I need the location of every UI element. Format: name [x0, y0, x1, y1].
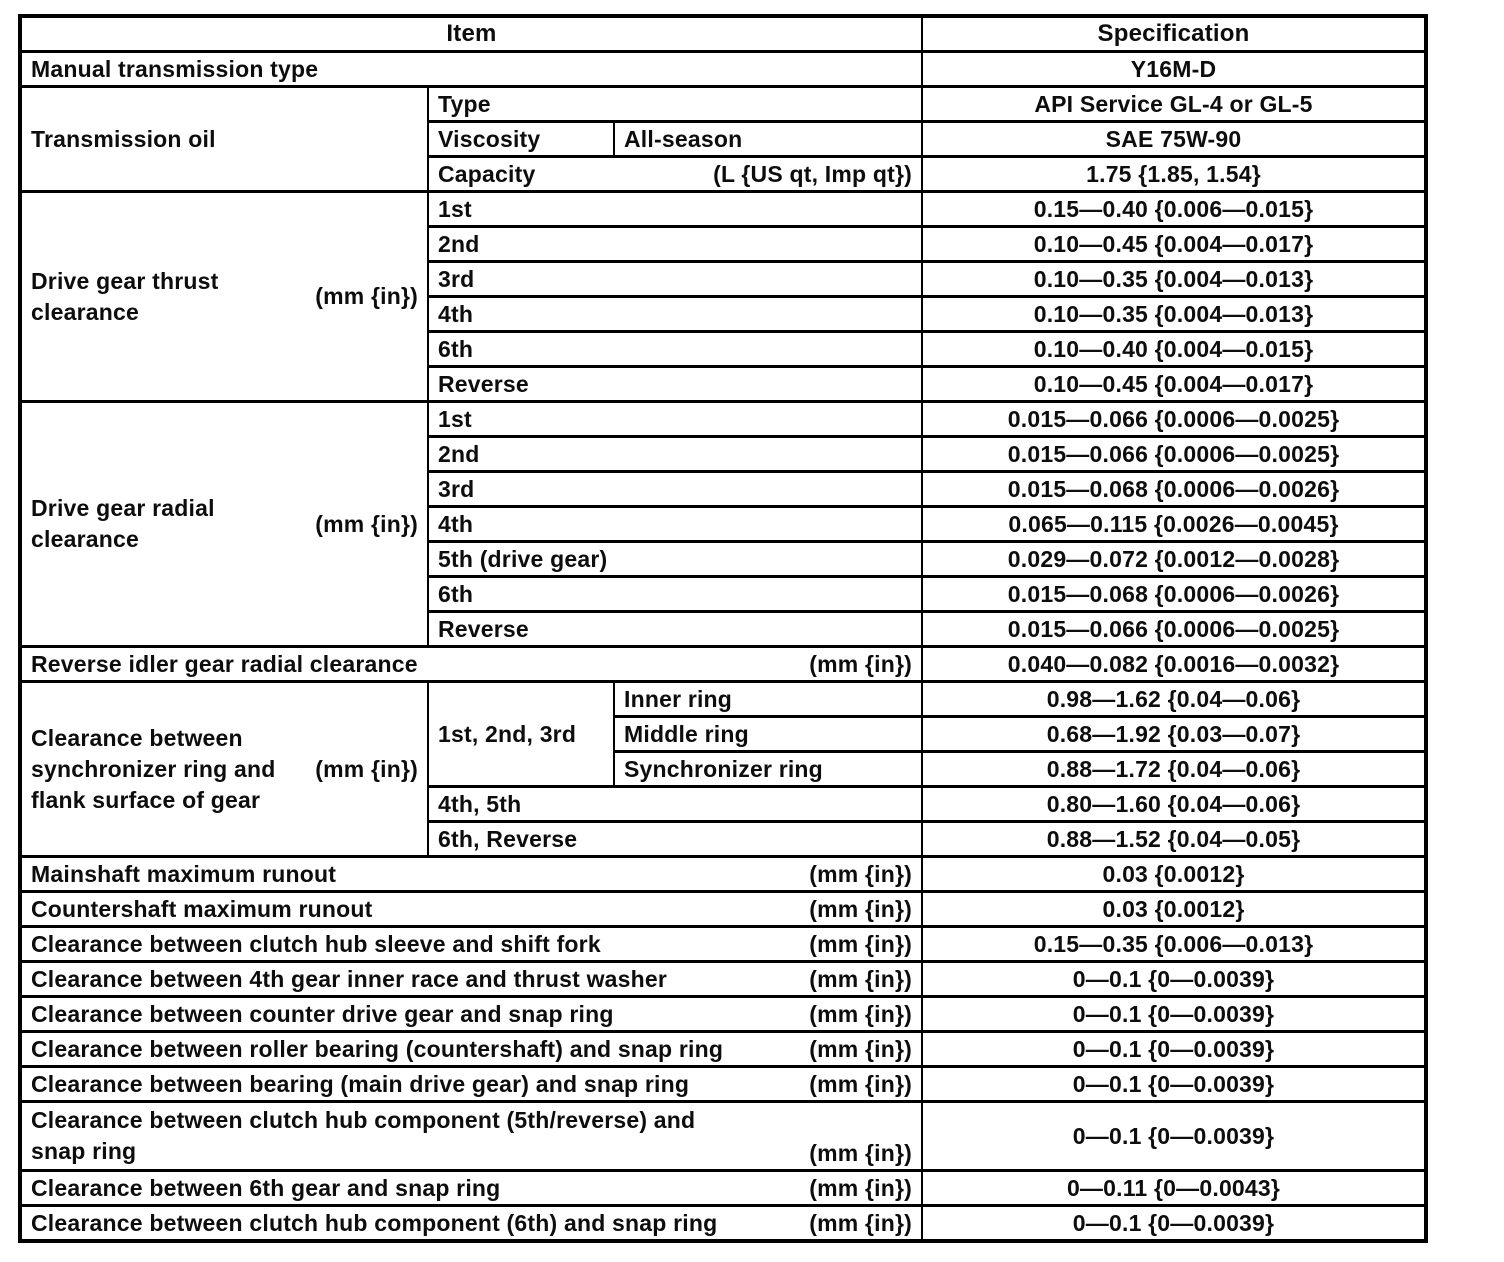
item-label: 3rd — [438, 265, 475, 292]
unit-label: (mm {in}) — [809, 1209, 912, 1236]
item-label: 6th, Reverse — [438, 825, 578, 852]
spec-value: 0.80—1.60 {0.04—0.06} — [1046, 790, 1301, 817]
unit-label: (mm {in}) — [809, 1140, 912, 1166]
item-label: Clearance between counter drive gear and snap ring — [31, 1000, 614, 1027]
item-label-line: clearance — [31, 298, 139, 325]
item-label-line: Drive gear radial — [31, 495, 215, 521]
table-row — [20, 1171, 1426, 1206]
item-label: 4th, 5th — [438, 790, 522, 817]
item-label-cell — [428, 507, 922, 542]
column-header-label: Specification — [1097, 20, 1250, 47]
item-label: 6th — [438, 335, 474, 362]
item-label: Reverse — [438, 615, 529, 642]
item-label: Middle ring — [624, 720, 749, 747]
item-label-cell — [428, 822, 922, 857]
spec-value-cell — [922, 1102, 1426, 1171]
spec-value: 0—0.1 {0—0.0039} — [1072, 965, 1275, 992]
label-with-unit — [31, 966, 912, 993]
item-label-cell — [20, 927, 922, 962]
item-label: Manual transmission type — [31, 55, 319, 82]
unit-label: (mm {in}) — [809, 860, 912, 887]
spec-value: 0.15—0.35 {0.006—0.013} — [1033, 930, 1314, 957]
spec-value: 0.88—1.72 {0.04—0.06} — [1046, 755, 1301, 782]
item-label-cell — [20, 682, 428, 857]
item-label-line: Clearance between — [31, 724, 243, 751]
spec-value: 0—0.1 {0—0.0039} — [1072, 1070, 1275, 1097]
spec-value: 0—0.1 {0—0.0039} — [1072, 1122, 1275, 1149]
table-row — [20, 892, 1426, 927]
column-header-cell — [922, 16, 1426, 52]
spec-value: 0.10—0.45 {0.004—0.017} — [1033, 230, 1314, 257]
item-label-cell — [20, 892, 922, 927]
spec-value: 0.10—0.35 {0.004—0.013} — [1033, 265, 1314, 292]
item-label-line: Clearance between clutch hub component (5th/reverse) and — [31, 1107, 696, 1133]
item-label — [31, 493, 215, 555]
spec-value-cell — [922, 507, 1426, 542]
spec-value: 0—0.1 {0—0.0039} — [1072, 1035, 1275, 1062]
item-label-cell — [20, 1206, 922, 1242]
label-with-unit — [31, 1175, 912, 1202]
spec-value-cell — [922, 927, 1426, 962]
unit-label: (mm {in}) — [809, 650, 912, 677]
label-with-unit — [31, 1001, 912, 1028]
spec-value: 0.88—1.52 {0.04—0.05} — [1046, 825, 1301, 852]
item-label: Capacity — [438, 160, 536, 187]
unit-label: (mm {in}) — [809, 965, 912, 992]
item-label-cell — [428, 367, 922, 402]
spec-value: 0.015—0.066 {0.0006—0.0025} — [1007, 440, 1340, 467]
item-label-cell — [428, 542, 922, 577]
spec-value: 0.03 {0.0012} — [1102, 860, 1245, 887]
item-label-cell — [20, 1032, 922, 1067]
spec-table-body — [20, 16, 1426, 1241]
item-label-cell — [20, 647, 922, 682]
item-label-cell — [428, 192, 922, 227]
spec-value-cell — [922, 437, 1426, 472]
spec-value-cell — [922, 647, 1426, 682]
label-with-unit — [31, 1036, 912, 1063]
item-label-cell — [428, 787, 922, 822]
spec-value-cell — [922, 87, 1426, 122]
item-label-cell — [20, 87, 428, 192]
item-label: Reverse idler gear radial clearance — [31, 650, 418, 677]
item-label-cell — [428, 332, 922, 367]
spec-value-cell — [922, 542, 1426, 577]
item-label: Clearance between bearing (main drive gear) and snap ring — [31, 1070, 690, 1097]
label-with-unit — [31, 896, 912, 923]
item-label-cell — [428, 87, 922, 122]
spec-value: 0.15—0.40 {0.006—0.015} — [1033, 195, 1314, 222]
spec-value-cell — [922, 122, 1426, 157]
table-row — [20, 402, 1426, 437]
table-row — [20, 1102, 1426, 1171]
item-label-cell — [428, 682, 614, 787]
spec-value-cell — [922, 577, 1426, 612]
spec-value-cell — [922, 1171, 1426, 1206]
label-with-unit — [31, 651, 912, 678]
table-row — [20, 87, 1426, 122]
label-with-unit — [31, 931, 912, 958]
spec-value-cell — [922, 332, 1426, 367]
unit-label: (mm {in}) — [809, 1174, 912, 1201]
spec-value: 0.015—0.066 {0.0006—0.0025} — [1007, 405, 1340, 432]
table-row — [20, 1032, 1426, 1067]
item-label-cell — [428, 612, 922, 647]
item-label-cell — [428, 297, 922, 332]
spec-value-cell — [922, 52, 1426, 87]
spec-value: 0.029—0.072 {0.0012—0.0028} — [1007, 545, 1340, 572]
column-header-cell — [20, 16, 922, 52]
label-with-unit — [31, 1071, 912, 1098]
label-with-unit — [438, 161, 912, 188]
spec-value-cell — [922, 682, 1426, 717]
spec-value-cell — [922, 402, 1426, 437]
label-with-unit — [31, 723, 418, 816]
spec-value-cell — [922, 717, 1426, 752]
item-label: 2nd — [438, 230, 480, 257]
item-label: 4th — [438, 510, 474, 537]
item-label-cell — [20, 962, 922, 997]
spec-value-cell — [922, 227, 1426, 262]
spec-value-cell — [922, 367, 1426, 402]
item-label: Synchronizer ring — [624, 755, 823, 782]
item-label-cell — [20, 997, 922, 1032]
table-row — [20, 1067, 1426, 1102]
spec-value: 0—0.1 {0—0.0039} — [1072, 1209, 1275, 1236]
item-label-line: synchronizer ring and — [31, 755, 276, 782]
item-label: 5th (drive gear) — [438, 545, 608, 572]
item-label: 1st — [438, 405, 472, 432]
spec-value-cell — [922, 262, 1426, 297]
spec-value: 0.015—0.068 {0.0006—0.0026} — [1007, 475, 1340, 502]
item-label: Type — [438, 90, 491, 117]
table-row — [20, 857, 1426, 892]
table-row — [20, 927, 1426, 962]
unit-label: (mm {in}) — [809, 895, 912, 922]
unit-label: (mm {in}) — [809, 930, 912, 957]
item-label-cell — [614, 717, 922, 752]
item-label-line: flank surface of gear — [31, 786, 261, 813]
item-label-cell — [428, 122, 614, 157]
table-row — [20, 647, 1426, 682]
unit-label: (mm {in}) — [315, 755, 418, 782]
label-with-unit — [31, 1210, 912, 1237]
item-label: Inner ring — [624, 685, 733, 712]
item-label-cell — [20, 1171, 922, 1206]
table-row — [20, 997, 1426, 1032]
item-label: Mainshaft maximum runout — [31, 860, 337, 887]
spec-value: 0.68—1.92 {0.03—0.07} — [1046, 720, 1301, 747]
header-row — [20, 16, 1426, 52]
item-label: All-season — [624, 125, 743, 152]
item-label-cell — [428, 262, 922, 297]
spec-value: 0.015—0.068 {0.0006—0.0026} — [1007, 580, 1340, 607]
spec-value: 0.98—1.62 {0.04—0.06} — [1046, 685, 1301, 712]
label-with-unit — [31, 861, 912, 888]
item-label-cell — [428, 227, 922, 262]
spec-value-cell — [922, 892, 1426, 927]
spec-value: API Service GL-4 or GL-5 — [1034, 90, 1313, 117]
item-label-cell — [428, 402, 922, 437]
item-label-cell — [428, 577, 922, 612]
item-label: 3rd — [438, 475, 475, 502]
item-label: Clearance between roller bearing (countershaft) and snap ring — [31, 1035, 724, 1062]
item-label-cell — [614, 682, 922, 717]
spec-value: 0.015—0.066 {0.0006—0.0025} — [1007, 615, 1340, 642]
item-label: 6th — [438, 580, 474, 607]
item-label-cell — [20, 857, 922, 892]
spec-value: 0.10—0.45 {0.004—0.017} — [1033, 370, 1314, 397]
spec-value-cell — [922, 997, 1426, 1032]
table-row — [20, 192, 1426, 227]
item-label — [31, 723, 275, 816]
label-with-unit — [31, 266, 418, 328]
unit-label: (mm {in}) — [315, 510, 418, 537]
spec-value-cell — [922, 157, 1426, 192]
item-label-cell — [20, 52, 922, 87]
unit-label: (mm {in}) — [809, 1000, 912, 1027]
unit-label: (L {US qt, Imp qt}) — [713, 160, 912, 187]
item-label-line: clearance — [31, 526, 139, 552]
item-label — [31, 266, 218, 328]
spec-value-cell — [922, 787, 1426, 822]
item-label: 2nd — [438, 440, 480, 467]
spec-value: 0.10—0.35 {0.004—0.013} — [1033, 300, 1314, 327]
item-label-cell — [614, 752, 922, 787]
spec-value-cell — [922, 857, 1426, 892]
column-header-label: Item — [446, 20, 497, 47]
spec-value: 0.03 {0.0012} — [1102, 895, 1245, 922]
spec-value-cell — [922, 752, 1426, 787]
item-label-cell — [428, 472, 922, 507]
spec-value-cell — [922, 962, 1426, 997]
label-with-unit — [31, 1105, 912, 1167]
item-label-cell — [20, 402, 428, 647]
table-row — [20, 682, 1426, 717]
item-label-cell — [428, 157, 922, 192]
item-label: Clearance between 4th gear inner race and thrust washer — [31, 965, 668, 992]
item-label-cell — [20, 1067, 922, 1102]
item-label: Countershaft maximum runout — [31, 895, 373, 922]
item-label-cell — [614, 122, 922, 157]
spec-value-cell — [922, 1206, 1426, 1242]
item-label: Clearance between 6th gear and snap ring — [31, 1174, 501, 1201]
item-label: 1st, 2nd, 3rd — [438, 720, 577, 747]
table-row — [20, 1206, 1426, 1242]
spec-value: 0.10—0.40 {0.004—0.015} — [1033, 335, 1314, 362]
spec-value-cell — [922, 472, 1426, 507]
item-label-cell — [428, 437, 922, 472]
item-label: Reverse — [438, 370, 529, 397]
table-row — [20, 52, 1426, 87]
spec-value-cell — [922, 612, 1426, 647]
spec-value-cell — [922, 297, 1426, 332]
item-label-line: Drive gear thrust — [31, 267, 219, 294]
spec-value: 0.065—0.115 {0.0026—0.0045} — [1008, 510, 1339, 537]
spec-table — [18, 14, 1428, 1243]
item-label — [31, 1105, 695, 1167]
spec-value: 0.040—0.082 {0.0016—0.0032} — [1007, 650, 1340, 677]
item-label-cell — [20, 192, 428, 402]
item-label: 4th — [438, 300, 474, 327]
spec-value: 1.75 {1.85, 1.54} — [1086, 160, 1261, 187]
label-with-unit — [31, 493, 418, 555]
item-label-cell — [20, 1102, 922, 1171]
unit-label: (mm {in}) — [809, 1035, 912, 1062]
unit-label: (mm {in}) — [315, 283, 418, 309]
spec-value: 0—0.1 {0—0.0039} — [1072, 1000, 1275, 1027]
spec-value-cell — [922, 1067, 1426, 1102]
spec-value-cell — [922, 822, 1426, 857]
spec-value: 0—0.11 {0—0.0043} — [1066, 1174, 1281, 1201]
spec-value: Y16M-D — [1130, 55, 1217, 82]
item-label: Clearance between clutch hub component (6th) and snap ring — [31, 1209, 718, 1236]
unit-label: (mm {in}) — [809, 1070, 912, 1097]
spec-value-cell — [922, 1032, 1426, 1067]
item-label: 1st — [438, 195, 472, 222]
spec-value: SAE 75W-90 — [1105, 125, 1242, 152]
table-row — [20, 962, 1426, 997]
spec-value-cell — [922, 192, 1426, 227]
item-label-line: snap ring — [31, 1138, 137, 1164]
item-label: Clearance between clutch hub sleeve and shift fork — [31, 930, 601, 957]
item-label: Transmission oil — [31, 125, 216, 152]
item-label: Viscosity — [438, 125, 541, 152]
